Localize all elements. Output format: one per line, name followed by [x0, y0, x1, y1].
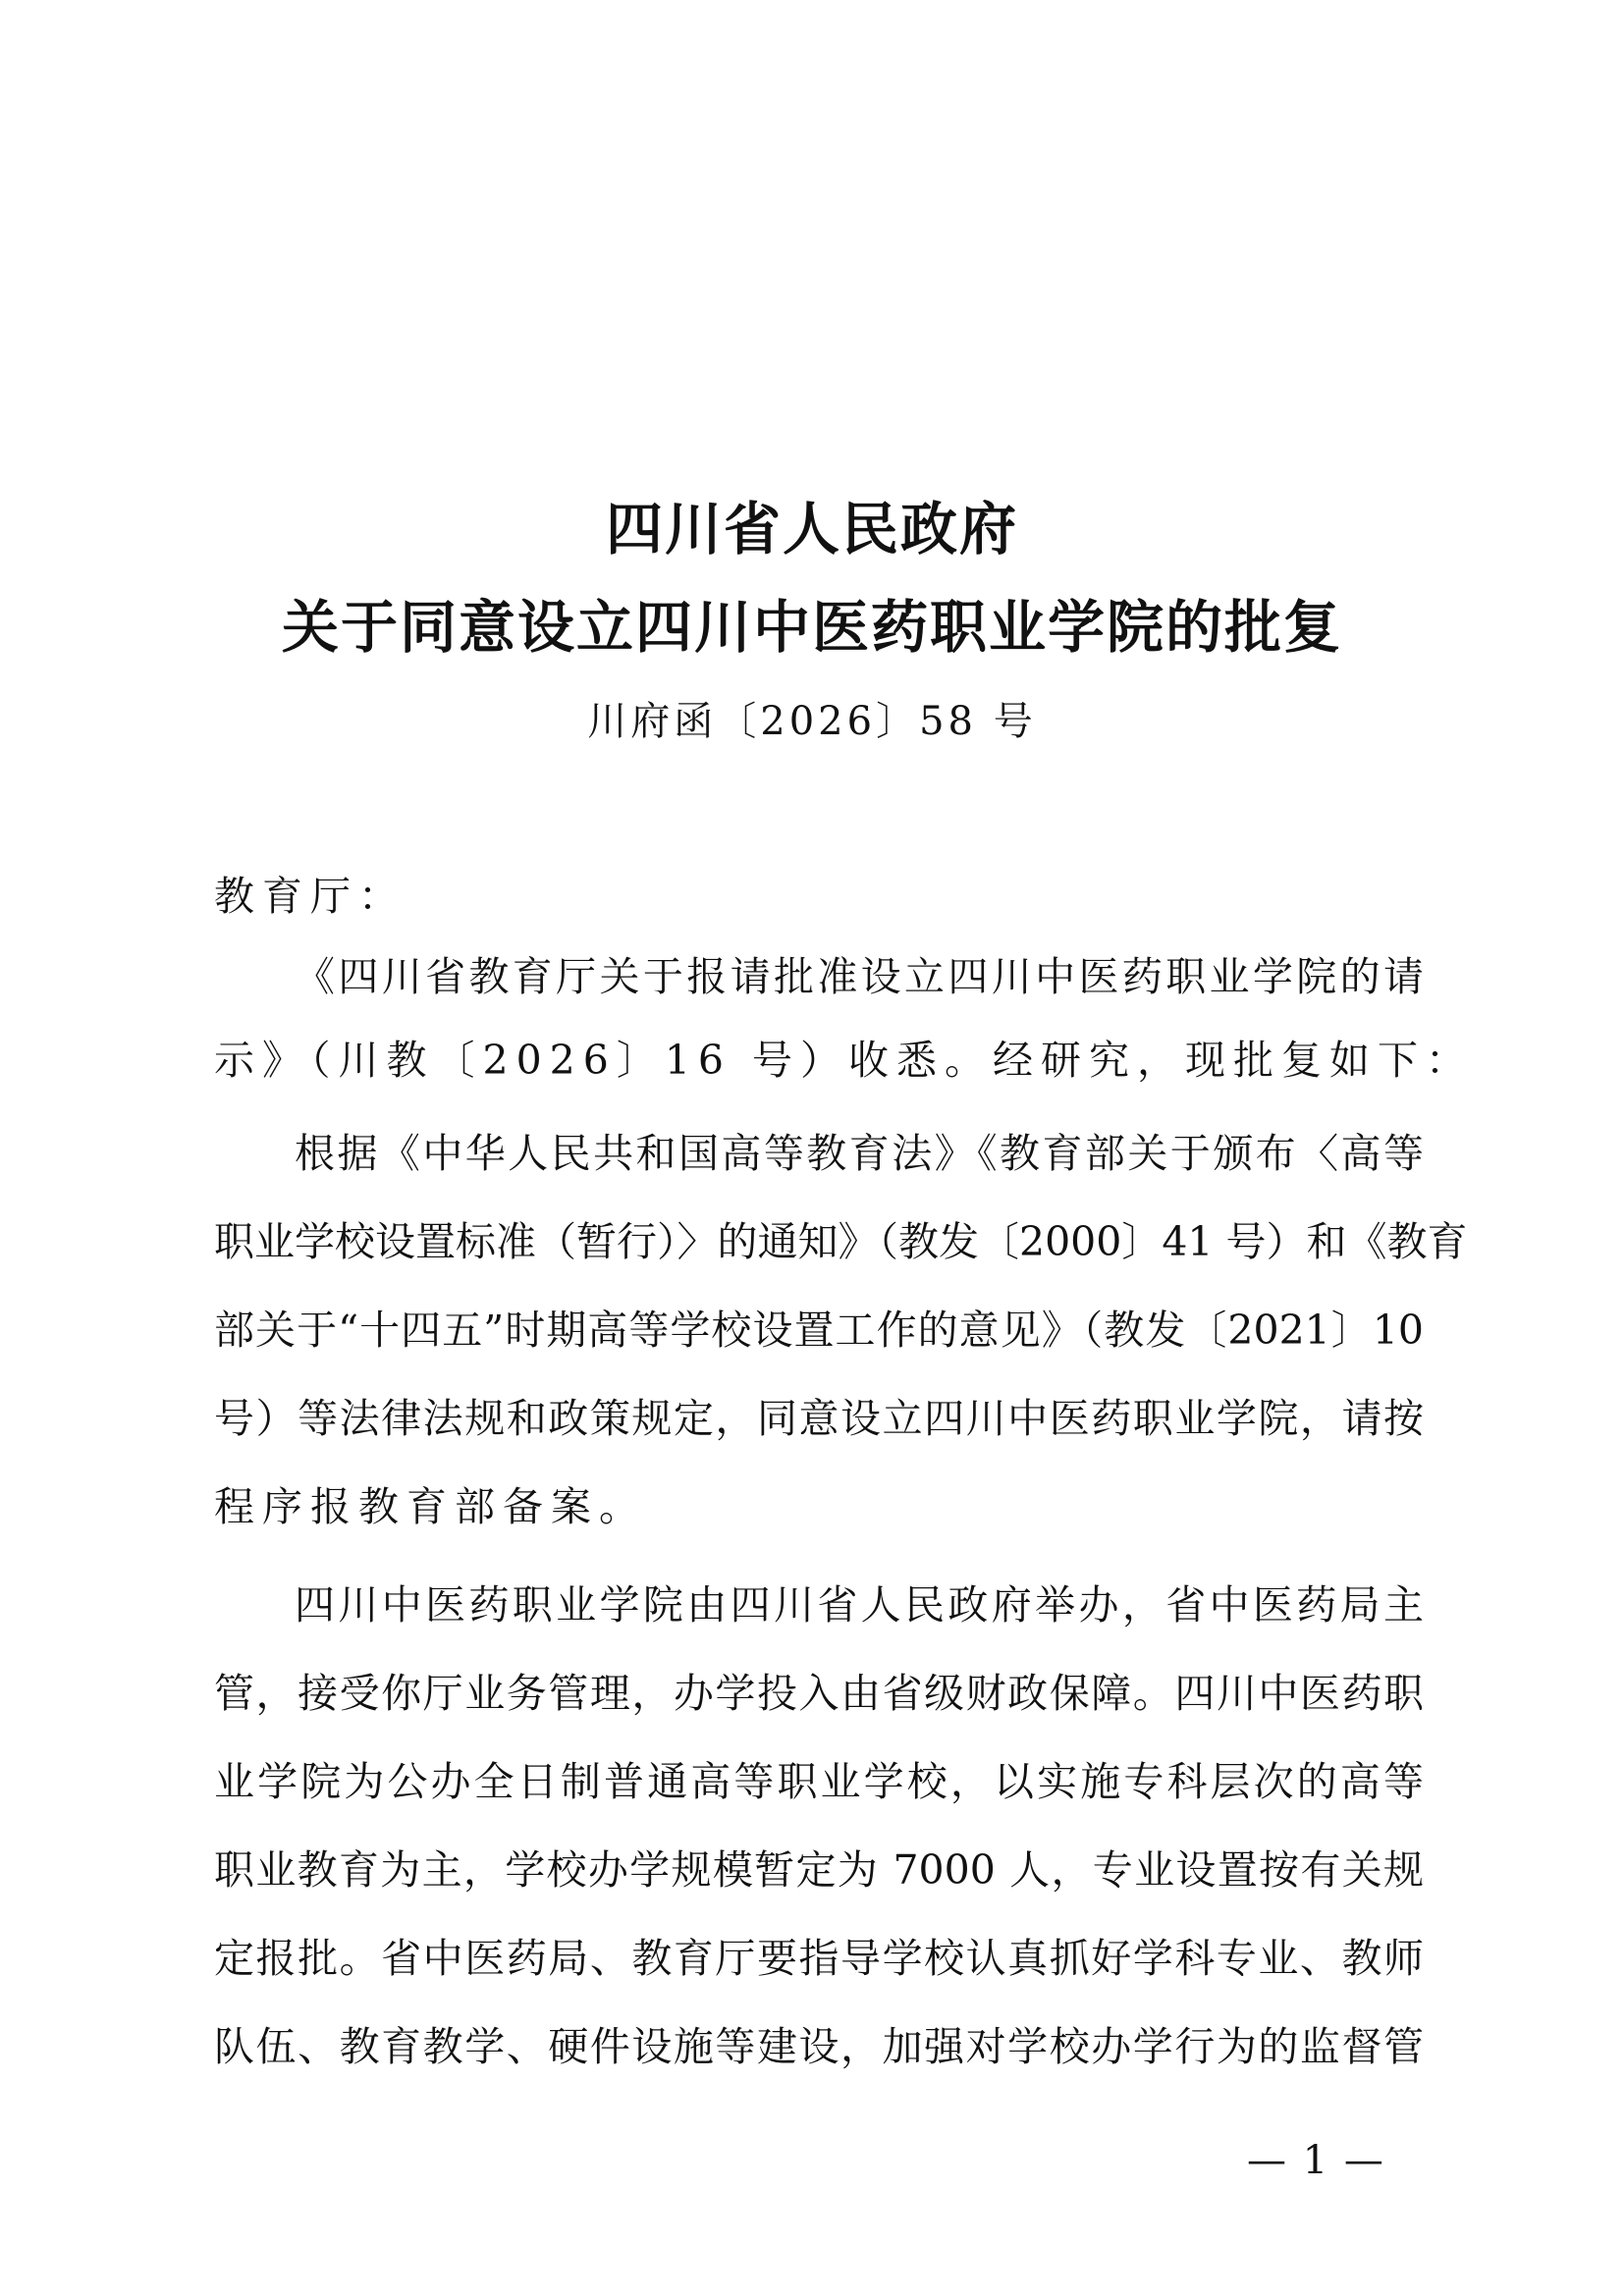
- paragraph-line: 职业教育为主，学校办学规模暂定为 7000 人，专业设置按有关规: [214, 1846, 1424, 1894]
- paragraph-line: 示》（川教〔2026〕16 号）收悉。经研究，现批复如下：: [214, 1037, 1475, 1084]
- paragraph-line: 《四川省教育厅关于报请批准设立四川中医药职业学院的请: [295, 953, 1424, 1000]
- paragraph-line: 队伍、教育教学、硬件设施等建设，加强对学校办学行为的监督管: [214, 2023, 1424, 2070]
- salutation: 教育厅：: [214, 873, 406, 920]
- paragraph-line: 部关于“十四五”时期高等学校设置工作的意见》（教发〔2021〕10: [214, 1307, 1424, 1354]
- paragraph-line: 业学院为公办全日制普通高等职业学校，以实施专科层次的高等: [214, 1758, 1424, 1805]
- paragraph-line: 号）等法律法规和政策规定，同意设立四川中医药职业学院，请按: [214, 1395, 1424, 1442]
- document-number: 川府函〔2026〕58 号: [587, 699, 1037, 744]
- paragraph-line: 四川中医药职业学院由四川省人民政府举办，省中医药局主: [295, 1581, 1424, 1629]
- document-title-line-1: 四川省人民政府: [605, 496, 1018, 562]
- paragraph-line: 程序报教育部备案。: [214, 1483, 647, 1530]
- document-title-line-2: 关于同意设立四川中医药职业学院的批复: [281, 594, 1342, 661]
- paragraph-line: 根据《中华人民共和国高等教育法》《教育部关于颁布〈高等: [295, 1130, 1424, 1177]
- paragraph-line: 定报批。省中医药局、教育厅要指导学校认真抓好学科专业、教师: [214, 1935, 1424, 1982]
- page-number: — 1 —: [1247, 2138, 1385, 2183]
- paragraph-line: 管，接受你厅业务管理，办学投入由省级财政保障。四川中医药职: [214, 1670, 1424, 1717]
- paragraph-line: 职业学校设置标准（暂行）〉的通知》（教发〔2000〕41 号）和《教育: [214, 1218, 1468, 1265]
